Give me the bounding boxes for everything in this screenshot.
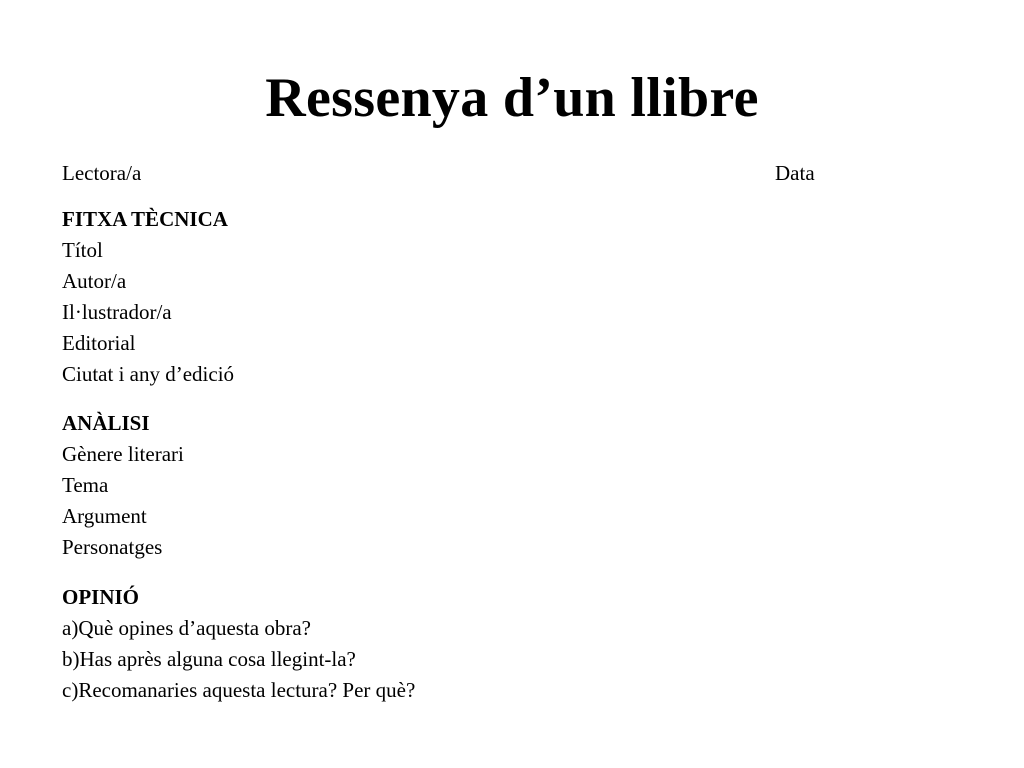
section-heading: FITXA TÈCNICA [62,207,228,231]
section-heading: OPINIÓ [62,585,140,609]
page-title: Ressenya d’un llibre [265,67,759,129]
question-c: c)Recomanaries aquesta lectura? Per què? [62,678,416,702]
question-a: a)Què opines d’aquesta obra? [62,616,311,640]
field-publisher: Editorial [62,331,136,355]
field-title: Títol [62,238,103,262]
date-label: Data [775,161,815,185]
section-analisi [62,408,762,563]
section-opinio [62,582,762,706]
field-plot: Argument [62,504,147,528]
field-theme: Tema [62,473,109,497]
field-author: Autor/a [62,269,127,293]
field-characters: Personatges [62,535,163,559]
field-city-year: Ciutat i any d’edició [62,362,235,386]
section-fitxa-tecnica [62,204,762,390]
question-b: b)Has après alguna cosa llegint-la? [62,647,356,671]
field-illustrator: Il·lustrador/a [62,300,172,324]
header-row [62,158,822,189]
field-genre: Gènere literari [62,442,184,466]
section-heading: ANÀLISI [62,411,150,435]
reader-label: Lectora/a [62,161,142,185]
